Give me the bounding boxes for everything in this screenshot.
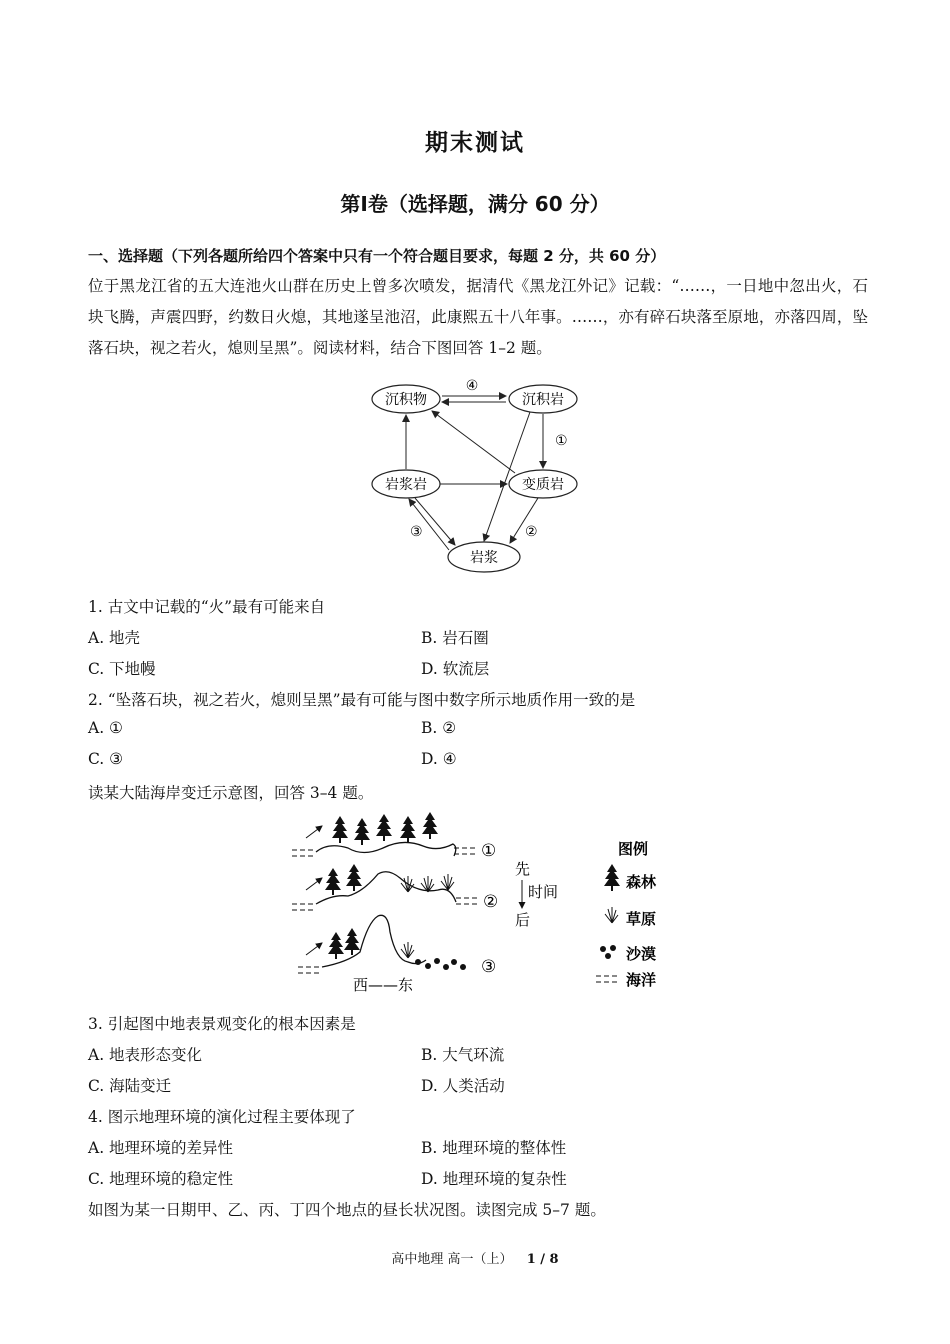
legend-title: 图例 <box>618 840 649 858</box>
q4-option-a[interactable]: A. 地理环境的差异性 <box>88 1139 234 1157</box>
part-title: 第Ⅰ卷（选择题，满分 60 分） <box>340 192 610 216</box>
q2-option-d[interactable]: D. ④ <box>421 750 457 768</box>
passage-coast: 读某大陆海岸变迁示意图，回答 3–4 题。 <box>88 784 374 802</box>
passage-volcano: 位于黑龙江省的五大连池火山群在历史上曾多次喷发，据清代《黑龙江外记》记载：“……，一日地中忽出火，石块飞腾，声震四野，约数日火熄，其地遂呈池沼，此康熙五十八年事。……，亦有碎石块落至原地，亦落四周，坠落石块，视之若火，熄则呈黑”。阅读材料，结合下图回答 1–2 题。 <box>88 277 868 357</box>
q3-option-d[interactable]: D. 人类活动 <box>421 1077 505 1095</box>
q1-option-c[interactable]: C. 下地幔 <box>88 660 156 678</box>
direction-label: 西——东 <box>353 976 414 994</box>
page-footer <box>0 1248 950 1267</box>
q3-option-c[interactable]: C. 海陆变迁 <box>88 1077 172 1095</box>
time-last: 后 <box>515 911 531 929</box>
marker-1: ① <box>555 433 568 449</box>
coast-change-diagram <box>288 812 668 997</box>
node-sediment-label: 沉积物 <box>385 392 427 408</box>
q4-stem: 4. 图示地理环境的演化过程主要体现了 <box>88 1108 356 1126</box>
legend-grassland: 草原 <box>626 910 657 928</box>
passage-daylength: 如图为某一日期甲、乙、丙、丁四个地点的昼长状况图。读图完成 5–7 题。 <box>88 1201 606 1219</box>
q2-stem: 2. “坠落石块，视之若火，熄则呈黑”最有可能与图中数字所示地质作用一致的是 <box>88 691 636 709</box>
rock-cycle-diagram <box>360 375 600 580</box>
page-number: 1 / 8 <box>526 1252 559 1267</box>
page-title: 期末测试 <box>425 130 525 156</box>
q1-option-d[interactable]: D. 软流层 <box>421 660 490 678</box>
node-magma-label: 岩浆 <box>470 550 498 566</box>
node-metamorphic-rock-label: 变质岩 <box>522 477 564 493</box>
q2-option-c[interactable]: C. ③ <box>88 750 124 768</box>
q3-option-b[interactable]: B. 大气环流 <box>421 1046 505 1064</box>
q4-option-b[interactable]: B. 地理环境的整体性 <box>421 1139 567 1157</box>
legend-ocean: 海洋 <box>626 971 657 989</box>
legend-desert: 沙漠 <box>626 945 657 963</box>
footer-course: 高中地理 高一（上） <box>391 1252 513 1267</box>
q1-option-b[interactable]: B. 岩石圈 <box>421 629 489 647</box>
q4-option-d[interactable]: D. 地理环境的复杂性 <box>421 1170 567 1188</box>
time-first: 先 <box>515 860 531 878</box>
marker-3: ③ <box>410 524 423 540</box>
legend-forest: 森林 <box>626 873 657 891</box>
section-heading: 一、选择题（下列各题所给四个答案中只有一个符合题目要求，每题 2 分，共 60 分） <box>88 247 666 265</box>
q4-option-c[interactable]: C. 地理环境的稳定性 <box>88 1170 234 1188</box>
q2-option-a[interactable]: A. ① <box>88 719 123 737</box>
q1-stem: 1. 古文中记载的“火”最有可能来自 <box>88 598 326 616</box>
marker-4: ④ <box>465 378 479 394</box>
q3-stem: 3. 引起图中地表景观变化的根本因素是 <box>88 1015 356 1033</box>
q2-option-b[interactable]: B. ② <box>421 719 457 737</box>
q3-option-a[interactable]: A. 地表形态变化 <box>88 1046 203 1064</box>
time-label: 时间 <box>528 883 559 901</box>
node-igneous-rock-label: 岩浆岩 <box>385 477 427 493</box>
node-sedimentary-rock-label: 沉积岩 <box>522 392 564 408</box>
q1-option-a[interactable]: A. 地壳 <box>88 629 141 647</box>
marker-2: ② <box>525 524 538 540</box>
stage-1-label: ① <box>481 841 497 861</box>
stage-3-label: ③ <box>481 957 497 977</box>
stage-2-label: ② <box>483 892 499 912</box>
